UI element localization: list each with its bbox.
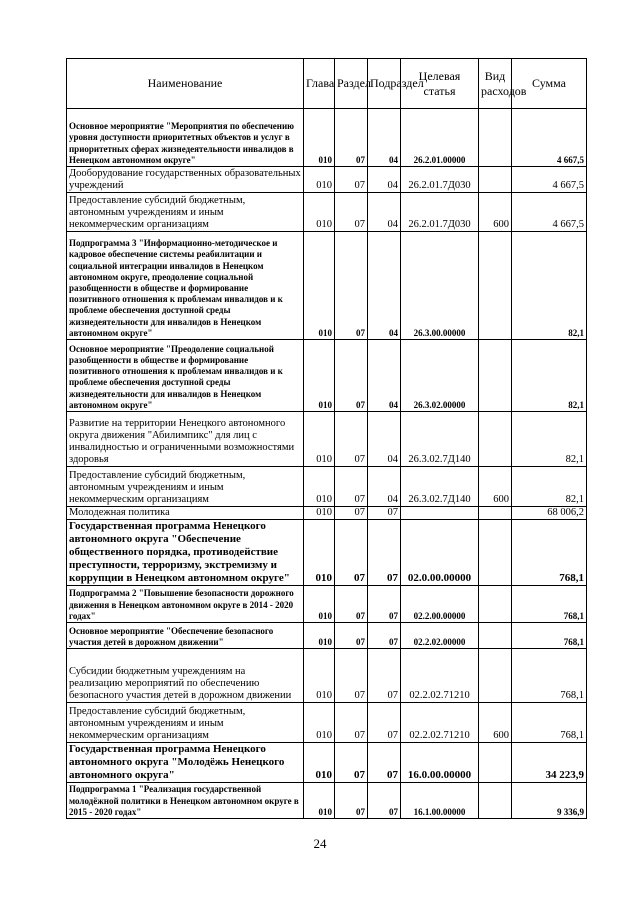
table-row: [67, 412, 587, 467]
row-razdel: 07: [335, 232, 368, 340]
row-sum: 9 336,9: [512, 783, 587, 819]
row-vid: [479, 507, 512, 520]
row-vid: [479, 649, 512, 703]
table-row: [67, 520, 587, 586]
row-podrazdel: 04: [368, 412, 401, 467]
row-target: 02.0.00.00000: [401, 520, 479, 586]
row-razdel: 07: [335, 703, 368, 743]
row-podrazdel: 04: [368, 109, 401, 167]
row-target: 26.2.01.00000: [401, 109, 479, 167]
row-podrazdel: 04: [368, 167, 401, 193]
row-sum: 34 223,9: [512, 743, 587, 783]
row-glava: 010: [304, 232, 335, 340]
row-vid: 600: [479, 467, 512, 507]
header-glava: Глава: [304, 59, 335, 109]
row-glava: 010: [304, 507, 335, 520]
table-header-row: [67, 59, 587, 109]
row-podrazdel: 04: [368, 232, 401, 340]
row-vid: [479, 412, 512, 467]
row-glava: 010: [304, 623, 335, 649]
row-glava: 010: [304, 167, 335, 193]
row-sum: 4 667,5: [512, 167, 587, 193]
row-razdel: 07: [335, 412, 368, 467]
row-razdel: 07: [335, 623, 368, 649]
row-razdel: 07: [335, 193, 368, 232]
row-razdel: 07: [335, 507, 368, 520]
header-target: Целевая статья: [401, 59, 479, 109]
row-razdel: 07: [335, 520, 368, 586]
row-glava: 010: [304, 783, 335, 819]
row-name: Государственная программа Ненецкого автономного округа "Обеспечение общественного порядка, противодействие преступности, терроризму, экстремизму и коррупции в Ненецком автономном округе": [67, 520, 304, 586]
table-row: [67, 232, 587, 340]
row-sum: 82,1: [512, 467, 587, 507]
header-podrazdel: Подраздел: [368, 59, 401, 109]
table-row: [67, 109, 587, 167]
row-podrazdel: 07: [368, 649, 401, 703]
row-name: Предоставление субсидий бюджетным, автономным учреждениям и иным некоммерческим организациям: [67, 703, 304, 743]
row-sum: 768,1: [512, 520, 587, 586]
row-glava: 010: [304, 109, 335, 167]
row-name: Молодежная политика: [67, 507, 304, 520]
row-razdel: 07: [335, 586, 368, 623]
row-podrazdel: 07: [368, 520, 401, 586]
table-row: [67, 783, 587, 819]
row-glava: 010: [304, 743, 335, 783]
row-podrazdel: 07: [368, 743, 401, 783]
row-target: 02.2.02.71210: [401, 649, 479, 703]
row-podrazdel: 04: [368, 340, 401, 412]
row-vid: [479, 232, 512, 340]
header-name: Наименование: [67, 59, 304, 109]
table-row: [67, 743, 587, 783]
row-podrazdel: 04: [368, 193, 401, 232]
row-name: Основное мероприятие "Мероприятия по обеспечению уровня доступности приоритетных объектов и услуг в приоритетных сферах жизнедеятельности инвалидов в Ненецком автономном округе": [67, 109, 304, 167]
row-sum: 82,1: [512, 232, 587, 340]
row-glava: 010: [304, 467, 335, 507]
table-row: [67, 703, 587, 743]
row-glava: 010: [304, 520, 335, 586]
row-razdel: 07: [335, 167, 368, 193]
row-vid: [479, 586, 512, 623]
row-name: Субсидии бюджетным учреждениям на реализацию мероприятий по обеспечению безопасного участия детей в дорожном движении: [67, 649, 304, 703]
table-row: [67, 167, 587, 193]
row-name: Основное мероприятие "Преодоление социальной разобщенности в обществе и формирование позитивного отношения к проблемам инвалидов и к проблеме обеспечения доступной среды жизнедеятельности для инвалидов в Ненецком автономном округе": [67, 340, 304, 412]
table-row: [67, 623, 587, 649]
row-name: Подпрограмма 2 "Повышение безопасности дорожного движения в Ненецком автономном округе в 2014 - 2020 годах": [67, 586, 304, 623]
row-name: Дооборудование государственных образовательных учреждений: [67, 167, 304, 193]
row-vid: [479, 743, 512, 783]
row-name: Подпрограмма 1 "Реализация государственной молодёжной политики в Ненецком автономном округе в 2015 - 2020 годах": [67, 783, 304, 819]
row-podrazdel: 04: [368, 467, 401, 507]
row-target: [401, 507, 479, 520]
row-name: Предоставление субсидий бюджетным, автономным учреждениям и иным некоммерческим организациям: [67, 467, 304, 507]
row-razdel: 07: [335, 743, 368, 783]
row-target: 26.3.02.7Д140: [401, 467, 479, 507]
row-target: 26.2.01.7Д030: [401, 167, 479, 193]
row-name: Государственная программа Ненецкого автономного округа "Молодёжь Ненецкого автономного округа": [67, 743, 304, 783]
row-target: 02.2.02.71210: [401, 703, 479, 743]
row-podrazdel: 07: [368, 586, 401, 623]
row-sum: 82,1: [512, 340, 587, 412]
row-name: Подпрограмма 3 "Информационно-методическое и кадровое обеспечение системы реабилитации и социальной интеграции инвалидов в Ненецком автономном округе, преодоление социальной разобщенности в обществе и формирование позитивного отношения к проблемам инвалидов и к проблеме обеспечения доступной среды жизнедеятельности для инвалидов в Ненецком автономном округе": [67, 232, 304, 340]
row-sum: 768,1: [512, 649, 587, 703]
row-target: 16.0.00.00000: [401, 743, 479, 783]
table-row: [67, 467, 587, 507]
row-target: 16.1.00.00000: [401, 783, 479, 819]
row-vid: 600: [479, 193, 512, 232]
page-number: 24: [313, 836, 327, 851]
row-sum: 4 667,5: [512, 193, 587, 232]
budget-table: [66, 58, 587, 819]
row-sum: 82,1: [512, 412, 587, 467]
row-podrazdel: 07: [368, 783, 401, 819]
row-vid: [479, 167, 512, 193]
row-sum: 768,1: [512, 623, 587, 649]
row-razdel: 07: [335, 783, 368, 819]
row-glava: 010: [304, 193, 335, 232]
header-razdel: Раздел: [335, 59, 368, 109]
row-podrazdel: 07: [368, 623, 401, 649]
row-name: Предоставление субсидий бюджетным, автономным учреждениям и иным некоммерческим организациям: [67, 193, 304, 232]
row-name: Развитие на территории Ненецкого автономного округа движения "Абилимпикс" для лиц с инвалидностью и ограниченными возможностями здоровья: [67, 412, 304, 467]
table-row: [67, 507, 587, 520]
table-row: [67, 193, 587, 232]
row-target: 26.3.00.00000: [401, 232, 479, 340]
row-vid: [479, 623, 512, 649]
row-vid: [479, 109, 512, 167]
header-vid: Вид расходов: [479, 59, 512, 109]
row-glava: 010: [304, 586, 335, 623]
table-row: [67, 649, 587, 703]
row-target: 26.2.01.7Д030: [401, 193, 479, 232]
table-row: [67, 586, 587, 623]
row-vid: 600: [479, 703, 512, 743]
row-sum: 768,1: [512, 586, 587, 623]
table-row: [67, 340, 587, 412]
row-vid: [479, 520, 512, 586]
row-razdel: 07: [335, 649, 368, 703]
row-sum: 68 006,2: [512, 507, 587, 520]
row-glava: 010: [304, 412, 335, 467]
row-target: 02.2.02.00000: [401, 623, 479, 649]
row-target: 26.3.02.00000: [401, 340, 479, 412]
row-podrazdel: 07: [368, 703, 401, 743]
row-sum: 768,1: [512, 703, 587, 743]
row-name: Основное мероприятие "Обеспечение безопасного участия детей в дорожном движении": [67, 623, 304, 649]
row-razdel: 07: [335, 109, 368, 167]
row-vid: [479, 340, 512, 412]
row-razdel: 07: [335, 340, 368, 412]
header-sum: Сумма: [512, 59, 587, 109]
row-vid: [479, 783, 512, 819]
row-razdel: 07: [335, 467, 368, 507]
row-podrazdel: 07: [368, 507, 401, 520]
row-sum: 4 667,5: [512, 109, 587, 167]
row-target: 26.3.02.7Д140: [401, 412, 479, 467]
row-glava: 010: [304, 340, 335, 412]
row-glava: 010: [304, 649, 335, 703]
row-target: 02.2.00.00000: [401, 586, 479, 623]
row-glava: 010: [304, 703, 335, 743]
